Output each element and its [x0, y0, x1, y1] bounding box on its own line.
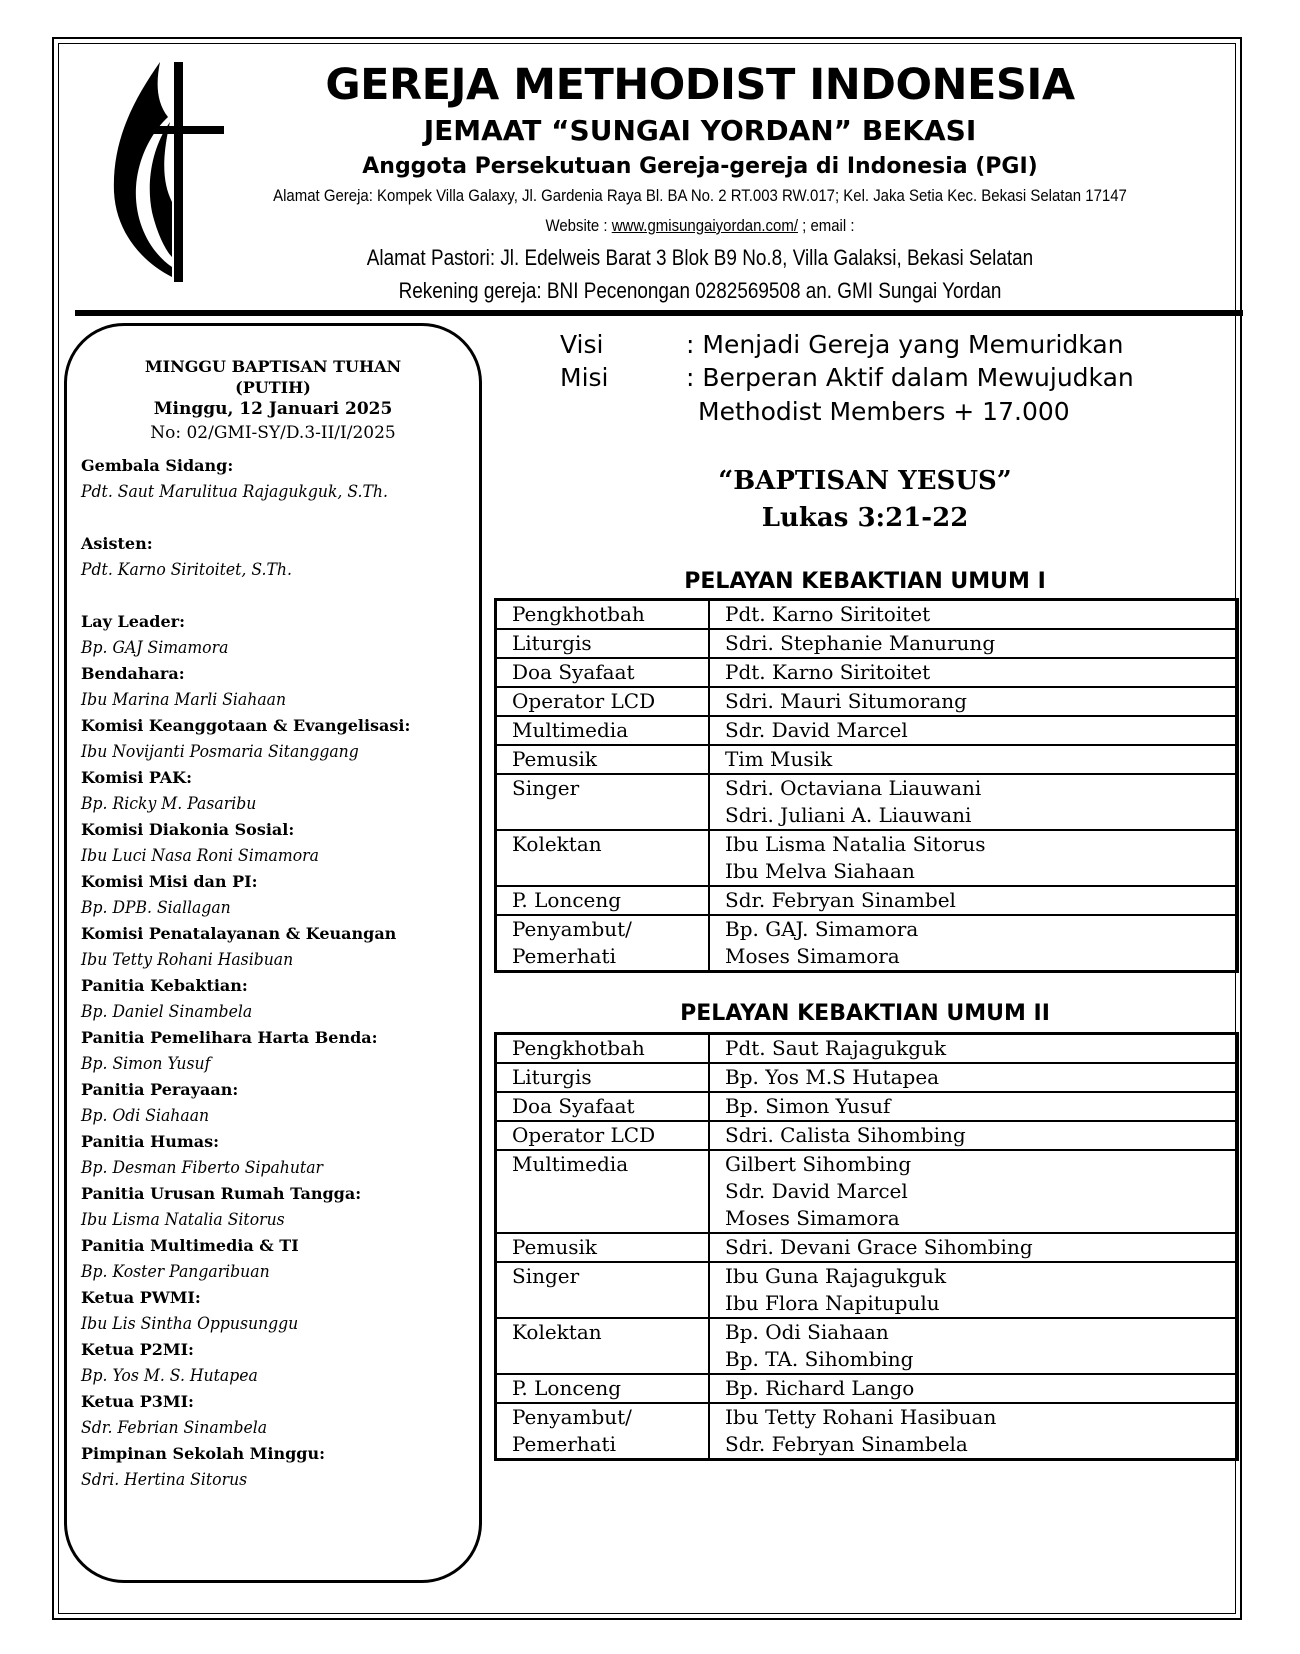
service-role: Multimedia: [496, 1150, 710, 1233]
role-title: Komisi Misi dan PI:: [81, 872, 258, 891]
table-row: [496, 1034, 1238, 1064]
service-people: Bp. Yos M.S Hutapea: [709, 1063, 1238, 1092]
table-row: [496, 1092, 1238, 1121]
service-role: Doa Syafaat: [496, 658, 710, 687]
role-title: Komisi Diakonia Sosial:: [81, 820, 295, 839]
table-row: [496, 629, 1238, 658]
service-role: Singer: [496, 774, 710, 830]
website-link[interactable]: www.gmisungaiyordan.com/: [611, 216, 798, 235]
role-name: Pdt. Karno Siritoitet, S.Th.: [81, 560, 292, 580]
misi-text: : Berperan Aktif dalam Mewujudkan: [686, 363, 1134, 392]
role-name: Bp. DPB. Siallagan: [81, 898, 231, 918]
sermon-title: “BAPTISAN YESUS”: [718, 466, 1012, 496]
role-name: Bp. Daniel Sinambela: [81, 1002, 253, 1022]
service-people: Ibu Tetty Rohani Hasibuan Sdr. Febryan Sinambela: [709, 1403, 1238, 1460]
table-row: [496, 1374, 1238, 1403]
role-name: Bp. Desman Fiberto Sipahutar: [81, 1158, 324, 1178]
role-title: Pimpinan Sekolah Minggu:: [81, 1444, 325, 1463]
role-name: Bp. GAJ Simamora: [81, 638, 229, 658]
role-title: Panitia Perayaan:: [81, 1080, 239, 1099]
service-people: Gilbert Sihombing Sdr. David Marcel Moses Simamora: [709, 1150, 1238, 1233]
role-name: Bp. Koster Pangaribuan: [81, 1262, 270, 1282]
service-role: Doa Syafaat: [496, 1092, 710, 1121]
role-name: Ibu Luci Nasa Roni Simamora: [81, 846, 319, 866]
service-role: Multimedia: [496, 716, 710, 745]
service-people: Sdri. Mauri Situmorang: [709, 687, 1238, 716]
table-row: [496, 1150, 1238, 1233]
role-title: Lay Leader:: [81, 612, 185, 631]
service-role: Kolektan: [496, 830, 710, 886]
service-people: Sdri. Stephanie Manurung: [709, 629, 1238, 658]
service-2-title: PELAYAN KEBAKTIAN UMUM II: [680, 1001, 1050, 1026]
service-role: Penyambut/ Pemerhati: [496, 1403, 710, 1460]
service-people: Sdr. David Marcel: [709, 716, 1238, 745]
role-title: Ketua P2MI:: [81, 1340, 194, 1359]
misi-text-continued: Methodist Members + 17.000: [698, 397, 1070, 426]
sermon-verse: Lukas 3:21-22: [761, 503, 969, 533]
service-people: Sdri. Devani Grace Sihombing: [709, 1233, 1238, 1262]
table-row: [496, 1121, 1238, 1150]
leadership-list: [81, 453, 476, 1493]
role-name: Ibu Novijanti Posmaria Sitanggang: [81, 742, 359, 762]
role-name: Bp. Ricky M. Pasaribu: [81, 794, 257, 814]
table-row: [496, 1262, 1238, 1318]
table-row: [496, 745, 1238, 774]
service-people: Ibu Guna Rajagukguk Ibu Flora Napitupulu: [709, 1262, 1238, 1318]
service-people: Pdt. Saut Rajagukguk: [709, 1034, 1238, 1064]
role-title: Panitia Urusan Rumah Tangga:: [81, 1184, 362, 1203]
role-title: Panitia Kebaktian:: [81, 976, 248, 995]
service-role: Penyambut/ Pemerhati: [496, 915, 710, 972]
role-title: Komisi Keanggotaan & Evangelisasi:: [81, 716, 411, 735]
table-row: [496, 658, 1238, 687]
role-name: Bp. Yos M. S. Hutapea: [81, 1366, 258, 1386]
misi-label: Misi: [560, 363, 609, 392]
congregation-name: JEMAAT “SUNGAI YORDAN” BEKASI: [423, 114, 977, 147]
service-date: Minggu, 12 Januari 2025: [153, 399, 393, 419]
service-people: Bp. GAJ. Simamora Moses Simamora: [709, 915, 1238, 972]
role-title: Panitia Multimedia & TI: [81, 1236, 299, 1255]
service-people: Sdr. Febryan Sinambel: [709, 886, 1238, 915]
service-role: Pemusik: [496, 745, 710, 774]
role-name: Sdri. Hertina Sitorus: [81, 1470, 248, 1490]
service-people: Bp. Odi Siahaan Bp. TA. Sihombing: [709, 1318, 1238, 1374]
role-title: Ketua PWMI:: [81, 1288, 201, 1307]
table-row: [496, 915, 1238, 972]
role-name: Ibu Tetty Rohani Hasibuan: [81, 950, 294, 970]
bank-account: Rekening gereja: BNI Pecenongan 0282569508 an. GMI Sungai Yordan: [398, 278, 1002, 303]
bulletin-number: No: 02/GMI-SY/D.3-II/I/2025: [150, 423, 396, 443]
visi-text: : Menjadi Gereja yang Memuridkan: [686, 330, 1124, 359]
service-role: P. Lonceng: [496, 1374, 710, 1403]
table-row: [496, 886, 1238, 915]
role-title: Komisi PAK:: [81, 768, 192, 787]
role-title: Asisten:: [81, 534, 153, 553]
service-role: P. Lonceng: [496, 886, 710, 915]
role-title: Panitia Humas:: [81, 1132, 220, 1151]
service-1-title: PELAYAN KEBAKTIAN UMUM I: [684, 569, 1046, 594]
service-people: Pdt. Karno Siritoitet: [709, 658, 1238, 687]
role-title: Ketua P3MI:: [81, 1392, 194, 1411]
service-role: Pemusik: [496, 1233, 710, 1262]
service-people: Sdri. Octaviana Liauwani Sdri. Juliani A. Liauwani: [709, 774, 1238, 830]
table-row: [496, 1063, 1238, 1092]
website-line: Website : www.gmisungaiyordan.com/ ; email :: [545, 216, 855, 235]
pgi-membership: Anggota Persekutuan Gereja-gereja di Indonesia (PGI): [362, 154, 1038, 179]
service-role: Liturgis: [496, 629, 710, 658]
service-people: Sdri. Calista Sihombing: [709, 1121, 1238, 1150]
liturgical-color: (PUTIH): [235, 378, 311, 397]
service-role: Singer: [496, 1262, 710, 1318]
role-name: Ibu Marina Marli Siahaan: [81, 690, 287, 710]
role-title: Panitia Pemelihara Harta Benda:: [81, 1028, 378, 1047]
table-row: [496, 687, 1238, 716]
service-people: Pdt. Karno Siritoitet: [709, 600, 1238, 630]
service-people: Bp. Simon Yusuf: [709, 1092, 1238, 1121]
service-role: Pengkhotbah: [496, 1034, 710, 1064]
header-divider: [75, 310, 1243, 316]
service-people: Tim Musik: [709, 745, 1238, 774]
visi-label: Visi: [560, 330, 604, 359]
role-title: Gembala Sidang:: [81, 456, 234, 475]
service-role: Pengkhotbah: [496, 600, 710, 630]
table-row: [496, 830, 1238, 886]
sunday-name: MINGGU BAPTISAN TUHAN: [144, 357, 402, 376]
table-row: [496, 1318, 1238, 1374]
service-1-table: [494, 598, 1239, 973]
service-role: Kolektan: [496, 1318, 710, 1374]
table-row: [496, 774, 1238, 830]
service-people: Ibu Lisma Natalia Sitorus Ibu Melva Siahaan: [709, 830, 1238, 886]
table-row: [496, 716, 1238, 745]
service-2-table: [494, 1032, 1239, 1461]
role-title: Bendahara:: [81, 664, 185, 683]
role-title: Komisi Penatalayanan & Keuangan: [81, 924, 397, 943]
role-name: Ibu Lisma Natalia Sitorus: [81, 1210, 285, 1230]
role-name: Bp. Simon Yusuf: [81, 1054, 211, 1074]
service-role: Liturgis: [496, 1063, 710, 1092]
table-row: [496, 1403, 1238, 1460]
role-name: Pdt. Saut Marulitua Rajagukguk, S.Th.: [81, 482, 388, 502]
table-row: [496, 600, 1238, 630]
service-role: Operator LCD: [496, 1121, 710, 1150]
role-name: Sdr. Febrian Sinambela: [81, 1418, 268, 1438]
service-people: Bp. Richard Lango: [709, 1374, 1238, 1403]
table-row: [496, 1233, 1238, 1262]
church-address: Alamat Gereja: Kompek Villa Galaxy, Jl. Gardenia Raya Bl. BA No. 2 RT.003 RW.017; Kel. Jaka Setia Kec. Bekasi Selatan 17147: [273, 186, 1127, 205]
role-name: Ibu Lis Sintha Oppusunggu: [81, 1314, 299, 1334]
pastori-address: Alamat Pastori: Jl. Edelweis Barat 3 Blok B9 No.8, Villa Galaksi, Bekasi Selatan: [366, 245, 1034, 270]
service-role: Operator LCD: [496, 687, 710, 716]
role-name: Bp. Odi Siahaan: [81, 1106, 210, 1126]
church-title: GEREJA METHODIST INDONESIA: [325, 60, 1075, 110]
